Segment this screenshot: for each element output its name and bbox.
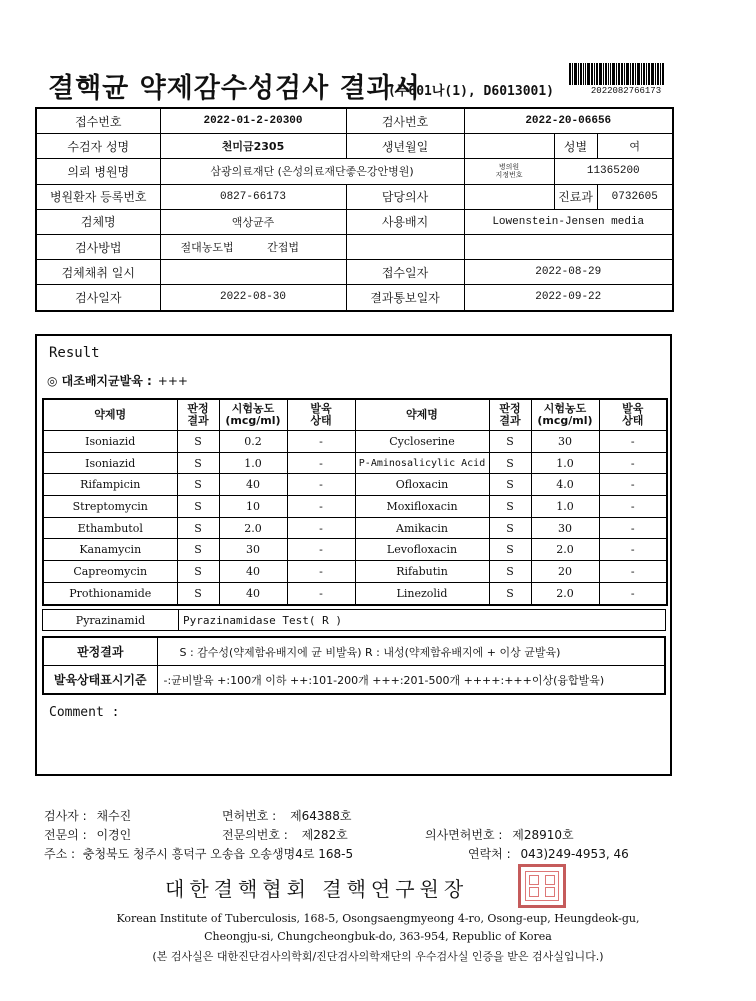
specialist-no: 제282호 [301, 828, 348, 842]
judge: S [177, 582, 219, 604]
receipt-no: 2022-01-2-20300 [160, 108, 346, 134]
growth: - [599, 582, 667, 604]
specialist-no-line [222, 826, 348, 843]
barcode-number: 2022082766173 [590, 86, 662, 96]
growth: - [599, 452, 667, 474]
drug-name: Ethambutol [43, 517, 177, 539]
growth: - [287, 582, 355, 604]
conc: 4.0 [531, 474, 599, 496]
barcode [569, 63, 681, 85]
judge: S [489, 539, 531, 561]
header-judge-2: 판정 결과 [489, 399, 531, 431]
table-row [43, 539, 667, 561]
table-row [43, 517, 667, 539]
drug-name: Rifampicin [43, 474, 177, 496]
header-conc-2: 시험농도 (mcg/ml) [531, 399, 599, 431]
header-conc: 시험농도 (mcg/ml) [219, 399, 287, 431]
license-label: 면허번호 : [222, 809, 277, 823]
test-date: 2022-08-30 [160, 285, 346, 311]
medium: Lowenstein-Jensen media [464, 209, 673, 234]
examiner-label: 검사자 : [44, 809, 87, 823]
hospital: 삼광의료재단 (은성의료재단좋은강안병원) [160, 159, 464, 184]
doctor-license-line [425, 826, 574, 843]
conc: 30 [531, 517, 599, 539]
method-label: 검사방법 [36, 234, 160, 259]
drug-name: Levofloxacin [355, 539, 489, 561]
control-growth-value: +++ [157, 374, 188, 388]
specialist-label: 전문의 : [44, 828, 87, 842]
conc: 1.0 [219, 452, 287, 474]
conc: 2.0 [219, 517, 287, 539]
header-growth-2: 발육 상태 [599, 399, 667, 431]
method-2: 간접법 [267, 241, 300, 255]
receipt-no-label: 접수번호 [36, 108, 160, 134]
medium-label: 사용배지 [346, 209, 464, 234]
drug-table-header [43, 399, 667, 431]
comment-label: Comment : [49, 705, 120, 720]
drug-name: Cycloserine [355, 431, 489, 453]
growth: - [287, 474, 355, 496]
table-row [43, 474, 667, 496]
growth-legend: -:균비발육 +:100개 이하 ++:101-200개 +++:201-500개 ++++:+++이상(융합발육) [157, 666, 665, 695]
judge: S [489, 496, 531, 518]
header-drug-2: 약제명 [355, 399, 489, 431]
drug-name: Streptomycin [43, 496, 177, 518]
method-1: 절대농도법 [180, 241, 234, 255]
doctor-label: 담당의사 [346, 184, 464, 209]
report-date-label: 결과통보일자 [346, 285, 464, 311]
pza-label: Pyrazinamid [43, 610, 179, 631]
hospital-code-label-line1: 병의원 [498, 163, 520, 172]
growth: - [599, 431, 667, 453]
official-seal-stamp [518, 864, 566, 908]
growth: - [599, 561, 667, 583]
conc: 20 [531, 561, 599, 583]
growth: - [287, 539, 355, 561]
pza-value: Pyrazinamidase Test( R ) [179, 610, 666, 631]
growth: - [599, 474, 667, 496]
document-title: 결핵균 약제감수성검사 결과서 [48, 73, 421, 104]
conc: 2.0 [531, 539, 599, 561]
specialist-no-label: 전문의번호 : [222, 828, 288, 842]
specialist: 이경인 [96, 828, 132, 842]
conc: 40 [219, 474, 287, 496]
growth: - [287, 431, 355, 453]
specimen-label: 검체명 [36, 209, 160, 234]
drug-name: Prothionamide [43, 582, 177, 604]
receipt-date: 2022-08-29 [464, 260, 673, 285]
conc: 40 [219, 582, 287, 604]
test-date-label: 검사일자 [36, 285, 160, 311]
test-no-label: 검사번호 [346, 108, 464, 134]
conc: 1.0 [531, 496, 599, 518]
dob [464, 134, 554, 159]
judge: S [489, 582, 531, 604]
test-no: 2022-20-06656 [464, 108, 673, 134]
conc: 1.0 [531, 452, 599, 474]
growth: - [287, 496, 355, 518]
growth: - [287, 517, 355, 539]
hospital-code: 11365200 [554, 159, 673, 184]
method [160, 234, 346, 259]
drug-name: Isoniazid [43, 431, 177, 453]
specimen: 액상균주 [160, 209, 346, 234]
growth: - [599, 539, 667, 561]
drug-name: Moxifloxacin [355, 496, 489, 518]
license-line [222, 807, 351, 824]
judge: S [177, 474, 219, 496]
address-label: 주소 : [44, 847, 76, 861]
drug-name: Capreomycin [43, 561, 177, 583]
reg-no-label: 병원환자 등록번호 [36, 184, 160, 209]
control-growth-label: ◎ 대조배지균발육 : [47, 374, 152, 388]
patient-name-label: 수검자 성명 [36, 134, 160, 159]
drug-name: P-Aminosalicylic Acid [355, 452, 489, 474]
header-growth: 발육 상태 [287, 399, 355, 431]
patient-info-table [35, 107, 674, 312]
judge-legend-label: 판정결과 [43, 637, 157, 666]
specialist-line [44, 826, 131, 843]
sex-label: 성별 [554, 134, 597, 159]
growth: - [287, 452, 355, 474]
legend-table [42, 636, 666, 695]
patient-name: 천미금2305 [160, 134, 346, 159]
pyrazinamide-row [42, 609, 666, 631]
doctor [464, 184, 554, 209]
control-growth [47, 372, 188, 389]
judge: S [489, 517, 531, 539]
table-row [43, 496, 667, 518]
examiner-line [44, 807, 131, 824]
hospital-label: 의뢰 병원명 [36, 159, 160, 184]
result-title: Result [49, 345, 100, 361]
table-row [43, 452, 667, 474]
header-judge: 판정 결과 [177, 399, 219, 431]
drug-table [42, 398, 668, 606]
collect-date [160, 260, 346, 285]
receipt-date-label: 접수일자 [346, 260, 464, 285]
conc: 10 [219, 496, 287, 518]
judge: S [177, 561, 219, 583]
collect-date-label: 검체채취 일시 [36, 260, 160, 285]
judge: S [489, 474, 531, 496]
judge: S [489, 561, 531, 583]
judge: S [177, 431, 219, 453]
english-address-1: Korean Institute of Tuberculosis, 168-5, Osongsaengmyeong 4-ro, Osong-eup, Heungdeok-gu, [116, 912, 640, 925]
growth-legend-label: 발육상태표시기준 [43, 666, 157, 695]
judge: S [177, 496, 219, 518]
growth: - [599, 517, 667, 539]
english-address-2: Cheongju-si, Chungcheongbuk-do, 363-954, Republic of Korea [204, 930, 552, 943]
judge: S [177, 517, 219, 539]
header-drug: 약제명 [43, 399, 177, 431]
examiner: 채수진 [96, 809, 132, 823]
reg-no: 0827-66173 [160, 184, 346, 209]
drug-name: Amikacin [355, 517, 489, 539]
judge-legend: S : 감수성(약제함유배지에 균 비발육) R : 내성(약제함유배지에 + 이상 균발육) [157, 637, 665, 666]
table-row [43, 561, 667, 583]
table-row [43, 582, 667, 604]
growth: - [287, 561, 355, 583]
report-date: 2022-09-22 [464, 285, 673, 311]
table-row [43, 431, 667, 453]
conc: 0.2 [219, 431, 287, 453]
conc: 2.0 [531, 582, 599, 604]
judge: S [177, 539, 219, 561]
license: 제64388호 [290, 809, 352, 823]
judge: S [489, 452, 531, 474]
contact-label: 연락처 : [468, 847, 511, 861]
judge: S [489, 431, 531, 453]
address-line [44, 845, 353, 862]
drug-name: Isoniazid [43, 452, 177, 474]
judge: S [177, 452, 219, 474]
conc: 30 [531, 431, 599, 453]
drug-name: Linezolid [355, 582, 489, 604]
doctor-license: 제28910호 [512, 828, 574, 842]
contact: 043)249-4953, 46 [520, 847, 629, 861]
dept: 0732605 [597, 184, 673, 209]
dob-label: 생년월일 [346, 134, 464, 159]
doctor-license-label: 의사면허번호 : [425, 828, 503, 842]
document-code: (누601나(1), D6013001) [388, 84, 554, 99]
dept-label: 진료과 [554, 184, 597, 209]
address: 충청북도 청주시 흥덕구 오송읍 오송생명4로 168-5 [82, 847, 354, 861]
drug-name: Ofloxacin [355, 474, 489, 496]
conc: 40 [219, 561, 287, 583]
hospital-code-label-line2: 지정번호 [495, 171, 523, 180]
contact-line [468, 845, 629, 862]
organization-name: 대한결핵협회 결핵연구원장 [165, 877, 469, 901]
drug-name: Rifabutin [355, 561, 489, 583]
certification-note: (본 검사실은 대한진단검사의학회/진단검사의학재단의 우수검사실 인증을 받은 검사실입니다.) [152, 950, 604, 963]
growth: - [599, 496, 667, 518]
drug-name: Kanamycin [43, 539, 177, 561]
sex: 여 [597, 134, 673, 159]
conc: 30 [219, 539, 287, 561]
hospital-code-label [464, 159, 554, 184]
